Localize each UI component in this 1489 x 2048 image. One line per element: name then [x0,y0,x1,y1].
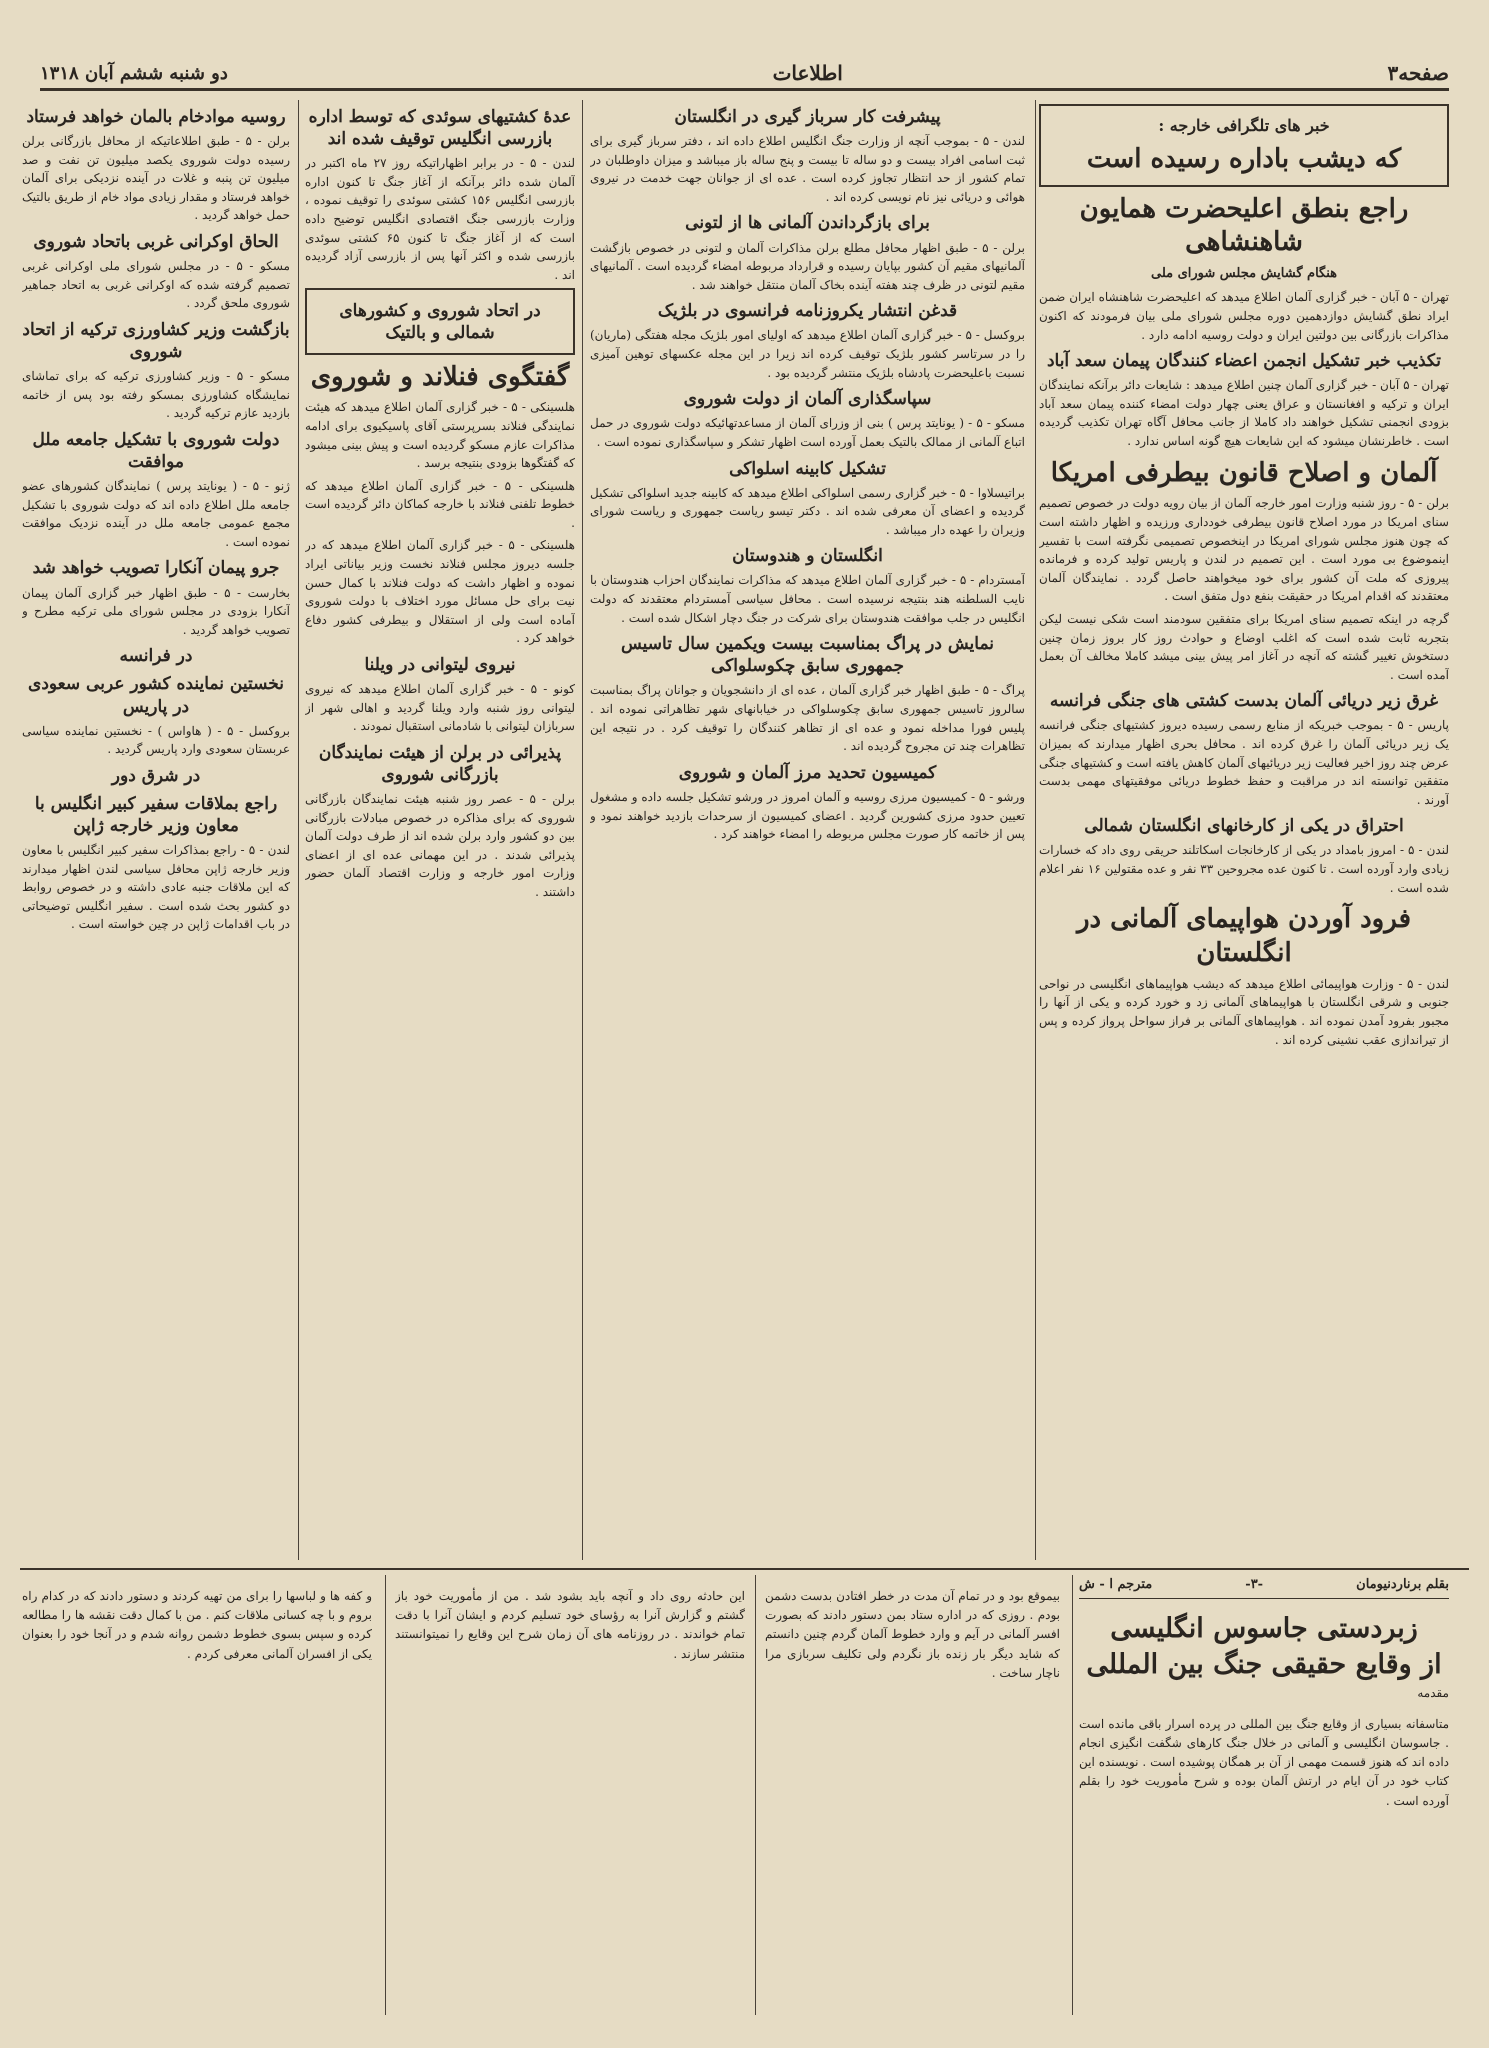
headline-swedish-ships: عدۀ کشتیهای سوئدی که توسط اداره بازرسی انگلیس توقیف شده اند [308,107,572,150]
article-text: هلسینکی - ۵ - خبر گزاری آلمان اطلاع میدهد که خطوط تلفنی فنلاند با خارجه کماکان دائر گردیده است . [305,478,575,530]
headline-belgium-ban: قدغن انتشار یکروزنامه فرانسوی در بلژیک [657,301,958,322]
article-text: برلن - ۵ - عصر روز شنبه هیئت نمایندگان بازرگانی شوروی که برای مذاکره در خصوص مبادلات بازرگانی بین دو کشور وارد برلن شده اند از طرف دولت آلمان پذیرائی شدند . در این مهمانی عده ای از اعضای وزارت امور خارجه و وزارت اقتصاد آلمان حضور داشتند . [305,792,575,900]
kicker-2: که دیشب باداره رسیده است [1086,143,1402,174]
headline-fire: احتراق در یکی از کارخانهای انگلستان شمالی [1084,816,1404,837]
headline-prague: نمایش در پراگ بمناسبت بیست ویکمین سال تاسیس جمهوری سابق چکوسلواکی [620,634,995,677]
headline-saadabad: تکذیب خبر تشکیل انجمن اعضاء کنندگان پیمان سعد آباد [1046,351,1442,372]
headline-royal-speech: راجع بنطق اعلیحضرت همایون شاهنشاهی [1079,193,1409,258]
headline-saudi: نخستین نماینده کشور عربی سعودی در پاریس [28,674,284,717]
headline-turkey-minister: بازگشت وزیر کشاورزی ترکیه از اتحاد شوروی [22,319,290,363]
article-text: لندن - ۵ - وزارت هواپیمائی اطلاع میدهد که دیشب هواپیماهای انگلیسی در نواحی جنوبی و شرقی انگلستان با هواپیماهای آلمانی زد و خورد کرده و یکی از آنها را مجبور بفرود آمدن نموده اند . هواپیماهای آلمانی بر فراز سواحل پرواز کرده و پس از تیراندازی عقب نشینی کرده اند . [1039,976,1449,1047]
article-text: لندن - ۵ - بموجب آنچه از وزارت جنگ انگلیس اطلاع داده اند ، دفتر سرباز گیری برای ثبت اسامی افراد بیست و دو ساله تا بیست و پنج ساله باز میباشد و میزان داوطلبان در تمام کشور از حد انتظار تجاوز کرده است . عده ای از جوانان جهت خدمت در نیروی هوائی و دریائی نیز نام نویسی کرده اند . [590,134,1025,204]
headline-ankara: جرو پیمان آنکارا تصویب خواهد شد [32,558,280,579]
subhead-royal-speech: هنگام گشایش مجلس شورای ملی [1150,266,1338,282]
column-4 [22,100,290,1560]
headline-neutrality: آلمان و اصلاح قانون بیطرفی امریکا [1050,457,1438,488]
headline-border: کمیسیون تحدید مرز آلمان و شوروی [678,762,937,783]
foreign-telegrams-box [1039,104,1449,187]
article-text: برلن - ۵ - طبق اطلاعاتیکه از محافل بازرگانی برلن رسیده دولت شوروی یکصد میلیون تن نفت و صد میلیون تن پنبه و غلات در آینده نزدیکی برای آلمان خواهد فرستاد و مقدار زیادی مواد خام از طریق بالتیک حمل خواهد گردید . [22,134,290,223]
section-heading: در اتحاد شوروی و کشورهای شمالی و بالتیک [339,301,541,344]
article-text: ورشو - ۵ - کمیسیون مرزی روسیه و آلمان امروز در ورشو تشکیل جلسه داده و مشغول تعیین حدود مرزی کشورین گردید . اعضای کمیسیون از سرحدات بازدید خواهند نمود و پس از خاتمه کار صورت مجلس مربوطه را امضاء خواهند کرد . [590,789,1025,842]
headline-slovakia: تشکیل کابینه اسلواکی [729,458,886,479]
serial-text: بیموقع بود و در تمام آن مدت در خطر افتادن بدست دشمن بودم . روزی که در اداره ستاد بمن دستور دادند که بصورت افسر آلمانی در آیم و وارد خطوط آلمان گردم چنین دانستم که شاید دیگر بار زنده باز نگردم ولی تکلیف سربازی مرا ناچار ساخت . [765,1589,1060,1680]
column-rule [1035,100,1036,1560]
serial-intro-label: مقدمه [1417,1685,1449,1700]
column-rule [1072,1575,1073,2015]
column-2 [590,100,1025,1560]
headline-gratitude: سپاسگذاری آلمان از دولت شوروی [683,389,932,410]
column-rule [755,1575,756,2015]
article-text: لندن - ۵ - امروز بامداد در یکی از کارخانجات اسکاتلند حریقی روی داد که خسارات زیادی وارد آورده است . تا کنون عده مجروحین ۳۳ نفر و عده مقتولین ۱۶ نفر اعلام شده است . [1039,843,1449,895]
article-text: ژنو - ۵ - ( یونایتد پرس ) نمایندگان کشورهای عضو جامعه ملل اطلاع داده اند که دولت شوروی با تشکیل مجمع عمومی جامعه ملل در آینده نزدیک موافقت نموده است . [22,479,290,549]
article-text: گرچه در اینکه تصمیم سنای امریکا برای متفقین سودمند است شکی نیست لیکن بتجربه ثابت شده است که اغلب اوضاع و حوادث روز کار بروز زمان چنین دستخوش تغییر گشته که آنچه در آغاز امر پیش بینی میشد کاملا مخالف آن بعمل آمده است . [1039,611,1449,682]
article-text: مسکو - ۵ - وزیر کشاورزی ترکیه که برای تماشای نمایشگاه کشاورزی بمسکو رفته بود پس از خاتمه بازدید عازم ترکیه گردید . [22,369,290,421]
column-1 [1039,100,1449,1560]
article-text: کونو - ۵ - خبر گزاری آلمان اطلاع میدهد که نیروی لیتوانی روز شنبه وارد ویلنا گردید و اهالی شهر از سربازان لیتوانی با شادمانی استقبال نمودند . [305,682,575,734]
column-rule [385,1575,386,2015]
article-text: هلسینکی - ۵ - خبر گزاری آلمان اطلاع میدهد که هیئت نمایندگی فنلاند بسرپرستی آقای پاسیکیوی برای ادامه مذاکرات عازم مسکو گردیده است و پیش بینی میشود که گفتگوها بزودی بنتیجه برسد . [305,400,575,471]
article-text: هلسینکی - ۵ - خبر گزاری آلمان اطلاع میدهد که در جلسه دیروز مجلس فنلاند نخست وزیر بیاناتی ایراد نموده و اظهار داشت که دولت فنلاند با کمال حسن نیت برای حل مسائل مورد اختلاف با دولت شوروی آماده است ولی از استقلال و بیطرفی کشور دفاع خواهد کرد . [305,538,575,646]
article-text: پاریس - ۵ - بموجب خبریکه از منابع رسمی رسیده دیروز کشتیهای جنگی فرانسه یک زیر دریائی آلمان را غرق کرده اند . محافل بحری اظهار میدارند که بمیزان عرض چند روز اخیر فعالیت زیر دریائیهای آلمان کاهش یافته است و کشتیهای جنگی متفقین توانسته اند در مراقبت و حفظ خطوط دریائی موفقیتهای مهمی بدست آورند . [1039,718,1449,807]
column-rule [582,100,583,1560]
serial-subtitle: از وقایع حقیقی جنگ بین المللی [1086,1649,1442,1681]
serial-separator [20,1568,1469,1570]
headline-latvia: برای بازگرداندن آلمانی ها از لتونی [685,213,930,234]
serial-column-4 [22,1575,372,2015]
headline-japan: راجع بملاقات سفیر کبیر انگلیس با معاون وزیر خارجه ژاپن [34,793,278,836]
article-text: مسکو - ۵ - ( یونایتد پرس ) بنی از وزرای آلمان از مساعدتهائیکه دولت شوروی در حمل اتباع آلمانی از ممالک بالتیک بعمل آورده است اظهار تشکر و سپاسگذاری نموده است . [590,416,1025,449]
serial-number: -۳- [1245,1577,1264,1592]
headline-ukraine: الحاق اوکرانی غربی باتحاد شوروی [33,232,279,253]
section-france: در فرانسه [119,646,193,667]
headline-raw-materials: روسیه موادخام بالمان خواهد فرستاد [26,107,286,127]
serial-translator: مترجم ا - ش [1079,1577,1153,1592]
serial-author: بقلم برناردنیومان [1356,1577,1449,1592]
article-text: بروکسل - ۵ - خبر گزاری آلمان اطلاع میدهد که اولیای امور بلژیک مجله هفتگی (ماریان) را در سرتاسر کشور بلژیک توقیف کرده اند زیرا در این مجله عکسهای توهین آمیزی نسبت باعلیحضرت پادشاه بلژیک منتشر گردیده بود . [590,328,1025,380]
page-number: صفحه۳ [1387,61,1449,85]
kicker: خبر های تلگرافی خارجه : [1158,116,1330,135]
serial-text: این حادثه روی داد و آنچه باید بشود شد . من از مأموریت خود باز گشتم و گزارش آنرا به رؤسای خود تسلیم کردم و ایشان آنرا با دقت تمام خواندند . در روزنامه های آن زمان شرح این وقایع را نمیتوانستند منتشر سازند . [395,1589,745,1661]
article-text: بخارست - ۵ - طبق اظهار خبر گزاری آلمان پیمان آنکارا بزودی در مجلس شورای ملی ترکیه مطرح و تصویب خواهد گردید . [22,585,290,637]
serial-title: زبردستی جاسوس انگلیسی [1110,1612,1418,1644]
serial-text: متاسفانه بسیاری از وقایع جنگ بین المللی در پرده اسرار باقی مانده است . جاسوسان انگلیسی و آلمانی در خلال جنگ کارهای شگفت انگیزی انجام داده اند که هنوز قسمت مهمی از آن بر همگان پوشیده است . نویسنده این کتاب خود در آن ایام در ارتش آلمان بوده و شرح مأموریت خود را بقلم آورده است . [1079,1716,1449,1808]
article-text: برلن - ۵ - طبق اظهار محافل مطلع برلن مذاکرات آلمان و لتونی در خصوص بازگشت آلمانیهای مقیم آن کشور بپایان رسیده و قرارداد مربوطه امضاء گردیده است . آلمانیهای مقیم لتونی در ظرف چند هفته آینده بخاک آلمان منتقل خواهند شد . [590,240,1025,292]
article-text: بروکسل - ۵ - ( هاواس ) - نخستین نماینده سیاسی عربستان سعودی وارد پاریس گردید . [22,723,290,757]
serial-byline-row [1079,1575,1449,1599]
headline-finland: گفتگوی فنلاند و شوروی [310,361,570,392]
headline-conscription: پیشرفت کار سرباز گیری در انگلستان [674,107,941,127]
article-text: تهران - ۵ آبان - خبر گزاری آلمان اطلاع میدهد که اعلیحضرت شاهنشاه ایران ضمن ایراد نطق گشایش دوازدهمین دوره مجلس شورای ملی بیان فرمودند که اکنون مذاکرات بازرگانی بین دولتین ایران و دولت روسیه ادامه دارد . [1039,290,1449,342]
article-text: مسکو - ۵ - در مجلس شورای ملی اوکرانی غربی تصمیم گرفته شده که اوکرانی غربی به اتحاد جماهیر شوروی ملحق گردد . [22,259,290,311]
article-text: لندن - ۵ - راجع بمذاکرات سفیر کبیر انگلیس با معاون وزیر خارجه ژاپن محافل سیاسی لندن اظهار میدارند که این ملاقات جنبه عادی داشته و در خصوص روابط دو کشور بحث شده است . سفیر انگلیس توضیحاتی در باب اقدامات ژاپن در چین خواسته است . [22,843,290,932]
article-text: آمستردام - ۵ - خبر گزاری آلمان اطلاع میدهد که مذاکرات نمایندگان احزاب هندوستان با نایب السلطنه هند بنتیجه نرسیده است . محافل سیاسی آمستردام معتقدند که دولت انگلیس در جلب موافقت هندوستان برای شرکت در جنگ دچار اشکال شده است . [590,573,1025,625]
section-far-east: در شرق دور [111,765,201,786]
article-text: برلن - ۵ - روز شنبه وزارت امور خارجه آلمان از بیان رویه دولت در خصوص تصمیم سنای امریکا در مورد اصلاح قانون بیطرفی خودداری ورزیده و اظهار داشته است که چون هنوز مجلس شورای امریکا در اینخصوص تصمیمی نگرفته است با تفسیر اینموضوع بی مورد است . این تصمیم در لندن و پاریس تولید کرده و فرمانده پیروزی که ملت آن کشور برای خود میخواهند حاصل گردد . نمایندگان آلمان معتقدند که اقدام امریکا در حقیقت بنفع دول متفق است . [1039,496,1449,604]
section-box [305,288,575,354]
column-3 [305,100,575,1560]
masthead [40,58,1449,91]
headline-league: دولت شوروی با تشکیل جامعه ملل موافقت [32,429,280,472]
serial-text: و کفه ها و لباسها را برای من تهیه کردند و دستور دادند که در کدام راه بروم و با چه کسانی ملاقات کنم . من با کمال دقت نقشه ها را مطالعه کرده و سپس بسوی خطوط دشمن روانه شدم و در آنجا خود را بعنوان یکی از افسران آلمانی معرفی کردم . [22,1589,372,1661]
article-text: تهران - ۵ آبان - خبر گزاری آلمان چنین اطلاع میدهد : شایعات دائر برآنکه نمایندگان ایران و ترکیه و افغانستان و عراق یعنی چهار دولت امضاء کننده پیمان سعد آباد بزودی انجمنی تشکیل خواهند داد کاملا از جانب محافل آگاه تهران تکذیب گردیده است . خاطرنشان میشود که این شایعات هیچ گونه اساس ندارد . [1039,378,1449,448]
issue-date: دو شنبه ششم آبان ۱۳۱۸ [40,62,228,84]
headline-reception: پذیرائی در برلن از هیئت نمایندگان بازرگانی شوروی [318,742,562,786]
article-text: لندن - ۵ - در برابر اظهاراتیکه روز ۲۷ ماه اکتبر در آلمان شده دائر برآنکه از آغاز جنگ تا کنون اداره بازرسی انگلیس ۱۵۶ کشتی سوئدی را توقیف نموده ، وزارت بازرسی جنگ اقتصادی انگلیس توضیح داده است که از آغاز جنگ تا کنون ۶۵ کشتی سوئدی بازرسی شده و اکثر آنها پس از بازرسی آزاد گردیده اند . [305,156,575,282]
headline-vilnius: نیروی لیتوانی در ویلنا [364,655,516,676]
article-text: براتیسلاوا - ۵ - خبر گزاری رسمی اسلواکی اطلاع میدهد که کابینه جدید اسلواکی تشکیل گردیده و اعضای آن معرفی شده اند . دکتر تیسو ریاست جمهوری و ریاست شورای وزیران را عهده دار میباشد . [590,485,1025,537]
column-rule [298,100,299,1560]
newspaper-name: اطلاعات [772,61,843,85]
serial-column-3 [395,1575,745,2015]
serial-header-column [1079,1575,1449,2015]
article-text: پراگ - ۵ - طبق اظهار خبر گزاری آلمان ، عده ای از دانشجویان و جوانان پراگ بمناسبت سالروز تاسیس جمهوری سابق چکوسلواکی در خیابانهای شهر تظاهراتی نموده اند . پلیس فورا مداخله نمود و عده ای از تظاهر کنندگان را توقیف کرد . در نتیجه این تظاهرات چند تن مجروح گردیده اند . [590,683,1025,754]
headline-india: انگلستان و هندوستان [732,546,883,567]
serial-column-2 [765,1575,1060,2015]
headline-aircraft: فرود آوردن هواپیمای آلمانی در انگلستان [1076,904,1411,969]
headline-submarine: غرق زیر دریائی آلمان بدست کشتی های جنگی فرانسه [1049,691,1439,712]
